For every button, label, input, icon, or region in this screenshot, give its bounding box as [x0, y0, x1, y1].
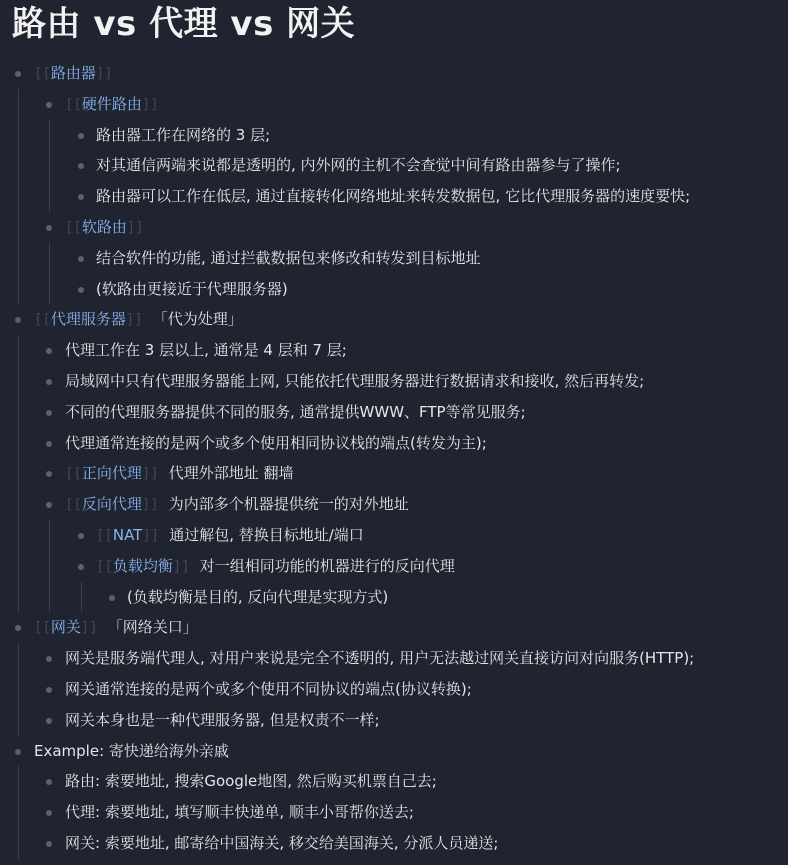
outline-item — [0, 212, 788, 243]
outline-item-content[interactable] — [127, 582, 388, 613]
outline-item-content[interactable] — [65, 705, 380, 736]
outline-item-text: 对其通信两端来说都是透明的, 内外网的主机不会查觉中间有路由器参与了操作; — [96, 156, 621, 175]
link-bracket-close: ]] — [125, 312, 143, 329]
link-bracket-open: [[ — [34, 66, 51, 82]
link-bracket-close: ]] — [141, 497, 159, 514]
bullet-icon[interactable] — [109, 595, 115, 601]
outline-item — [0, 828, 788, 859]
outline-item-text: 为内部多个机器提供统一的对外地址 — [168, 495, 409, 514]
link-bracket-close: ]] — [80, 620, 98, 637]
outline-item — [0, 458, 788, 489]
outline-item-content[interactable] — [96, 274, 288, 305]
bullet-icon[interactable] — [78, 564, 84, 570]
outline-item — [0, 520, 788, 551]
outline-item-content[interactable] — [65, 674, 472, 705]
outline-item — [0, 120, 788, 151]
bullet-icon[interactable] — [46, 225, 52, 231]
indent-guide — [49, 120, 50, 212]
bullet-icon[interactable] — [78, 533, 84, 539]
outline-item-text: 局域网中只有代理服务器能上网, 只能依托代理服务器进行数据请求和接收, 然后再转发; — [65, 371, 645, 390]
outline-item — [0, 643, 788, 674]
page-link-label[interactable]: 软路由 — [81, 217, 127, 236]
link-bracket-open: [[ — [34, 312, 51, 329]
outline-item-content[interactable] — [65, 489, 409, 521]
outline-item-text: 代理外部地址 翻墙 — [168, 464, 294, 483]
outline-item-content[interactable] — [34, 304, 243, 336]
indent-guide — [49, 243, 50, 305]
link-bracket-close: ]] — [141, 96, 159, 113]
outline-item-text: 代理通常连接的是两个或多个使用相同协议栈的端点(转发为主); — [65, 433, 487, 452]
outline-item-text: 对一组相同功能的机器进行的反向代理 — [199, 556, 455, 575]
page-link[interactable] — [65, 89, 159, 121]
page-link-label[interactable]: 代理服务器 — [50, 310, 126, 329]
outline-item-text: 代理工作在 3 层以上, 通常是 4 层和 7 层; — [65, 341, 347, 360]
link-bracket-open: [[ — [96, 558, 113, 575]
outline-item-text: 网关本身也是一种代理服务器, 但是权责不一样; — [65, 710, 380, 729]
outline-item-text: 网关通常连接的是两个或多个使用不同协议的端点(协议转换); — [65, 679, 472, 698]
outline-item — [0, 489, 788, 520]
bullet-icon[interactable] — [46, 687, 52, 693]
link-bracket-open: [[ — [34, 620, 51, 637]
outline-item — [0, 428, 788, 459]
bullet-icon[interactable] — [78, 133, 84, 139]
bullet-icon[interactable] — [15, 317, 21, 323]
bullet-icon[interactable] — [46, 810, 52, 816]
outline-item-text: 网关: 索要地址, 邮寄给中国海关, 移交给美国海关, 分派人员递送; — [65, 833, 499, 852]
bullet-icon[interactable] — [78, 163, 84, 169]
indent-guide — [18, 89, 19, 305]
outline-item — [0, 243, 788, 274]
bullet-icon[interactable] — [15, 71, 21, 77]
link-bracket-close: ]] — [95, 66, 113, 82]
page-link-label[interactable]: 硬件路由 — [81, 94, 142, 113]
outline-item-content[interactable] — [65, 212, 154, 244]
bullet-icon[interactable] — [46, 841, 52, 847]
outline-item-content[interactable] — [96, 551, 455, 583]
link-bracket-open: [[ — [96, 527, 113, 544]
outline-item-text: 路由器可以工作在低层, 通过直接转化网络地址来转发数据包, 它比代理服务器的速度要快; — [96, 187, 691, 206]
outline-item-content[interactable] — [65, 458, 294, 490]
bullet-icon[interactable] — [78, 256, 84, 262]
link-bracket-close: ]] — [141, 466, 159, 483]
link-bracket-close: ]] — [142, 527, 160, 544]
outline-item-text: Example: 寄快递给海外亲戚 — [34, 741, 229, 760]
bullet-icon[interactable] — [46, 379, 52, 385]
bullet-icon[interactable] — [46, 410, 52, 416]
outline-item-content[interactable] — [96, 181, 690, 212]
page-link[interactable] — [34, 304, 143, 336]
outline-item-text: 代理: 索要地址, 填写顺丰快递单, 顺丰小哥帮你送去; — [65, 803, 414, 822]
page-link[interactable] — [65, 458, 159, 490]
outline-item-text: 不同的代理服务器提供不同的服务, 通常提供WWW、FTP等常见服务; — [65, 402, 526, 421]
page-link-label[interactable]: NAT — [112, 525, 143, 544]
bullet-icon[interactable] — [15, 625, 21, 631]
outline-item-content[interactable] — [65, 335, 347, 366]
outline-item-content[interactable] — [96, 120, 270, 151]
page-link-label[interactable]: 负载均衡 — [112, 556, 173, 575]
outline-item — [0, 304, 788, 335]
outline-item-text: 「网络关口」 — [107, 618, 198, 637]
outline-item-text: 路由器工作在网络的 3 层; — [96, 125, 271, 144]
outline-item — [0, 181, 788, 212]
outline-item — [0, 612, 788, 643]
bullet-icon[interactable] — [46, 441, 52, 447]
outline-item — [0, 766, 788, 797]
indent-guide — [81, 582, 82, 613]
outline-item — [0, 797, 788, 828]
indent-guide — [18, 335, 19, 612]
bullet-icon[interactable] — [46, 348, 52, 354]
link-bracket-open: [[ — [65, 497, 82, 514]
outline-item — [0, 274, 788, 305]
outline-item-content[interactable] — [65, 766, 437, 797]
bullet-icon[interactable] — [46, 471, 52, 477]
outline-item — [0, 551, 788, 582]
page-link[interactable] — [96, 520, 159, 552]
page-link[interactable] — [34, 58, 113, 90]
bullet-icon[interactable] — [46, 502, 52, 508]
outline-item-content[interactable] — [65, 828, 499, 859]
link-bracket-close: ]] — [172, 558, 190, 575]
outline-item-content[interactable] — [96, 150, 621, 181]
indent-guide — [49, 520, 50, 612]
outline-item-text: 结合软件的功能, 通过拦截数据包来修改和转发到目标地址 — [96, 248, 481, 267]
outline-item-content[interactable] — [65, 397, 526, 428]
outline-item — [0, 397, 788, 428]
page-link-label[interactable]: 路由器 — [50, 64, 96, 82]
page-link-label[interactable]: 网关 — [50, 618, 81, 637]
outline-item-content[interactable] — [34, 58, 123, 90]
outline-list — [0, 58, 788, 859]
outline-item-content[interactable] — [65, 428, 487, 459]
outline-item — [0, 89, 788, 120]
bullet-icon[interactable] — [46, 718, 52, 724]
outline-item-text: 网关是服务端代理人, 对用户来说是完全不透明的, 用户无法越过网关直接访问对向服务(HTTP); — [65, 649, 695, 668]
outline-item — [0, 335, 788, 366]
bullet-icon[interactable] — [46, 779, 52, 785]
outline-item-content[interactable] — [65, 797, 414, 828]
bullet-icon[interactable] — [78, 287, 84, 293]
outline-item — [0, 366, 788, 397]
bullet-icon[interactable] — [46, 102, 52, 108]
outline-item — [0, 150, 788, 181]
outline-item — [0, 582, 788, 613]
link-bracket-open: [[ — [65, 466, 82, 483]
page-link[interactable] — [34, 612, 98, 644]
outline-item-content[interactable] — [65, 89, 169, 121]
bullet-icon[interactable] — [46, 656, 52, 662]
page-link-label[interactable]: 正向代理 — [81, 464, 142, 483]
outline-item-text: 路由: 索要地址, 搜索Google地图, 然后购买机票自己去; — [65, 772, 437, 791]
page-link[interactable] — [65, 212, 144, 244]
bullet-icon[interactable] — [78, 194, 84, 200]
outline-item — [0, 674, 788, 705]
page-link-label[interactable]: 反向代理 — [81, 495, 142, 514]
indent-guide — [18, 643, 19, 735]
page-title: 路由 vs 代理 vs 网关 — [12, 4, 356, 44]
indent-guide — [18, 766, 19, 858]
link-bracket-open: [[ — [65, 219, 82, 236]
outline-item-content[interactable] — [96, 243, 481, 274]
outline-item-text: 通过解包, 替换目标地址/端口 — [169, 525, 364, 544]
link-bracket-close: ]] — [126, 219, 144, 236]
outline-item-text: 「代为处理」 — [152, 310, 243, 329]
outline-item — [0, 705, 788, 736]
bullet-icon[interactable] — [15, 749, 21, 755]
outline-item-text: (软路由更接近于代理服务器) — [96, 279, 288, 298]
outline-item-content[interactable] — [65, 643, 694, 674]
page-link[interactable] — [96, 551, 190, 583]
outline-item-text: (负载均衡是目的, 反向代理是实现方式) — [127, 587, 389, 606]
outline-item-content[interactable] — [96, 520, 364, 552]
outline-item-content[interactable] — [34, 736, 229, 767]
page-link[interactable] — [65, 489, 159, 521]
outline-item — [0, 58, 788, 89]
outline-item — [0, 736, 788, 767]
outline-item-content[interactable] — [34, 612, 198, 644]
outline-item-content[interactable] — [65, 366, 644, 397]
link-bracket-open: [[ — [65, 96, 82, 113]
